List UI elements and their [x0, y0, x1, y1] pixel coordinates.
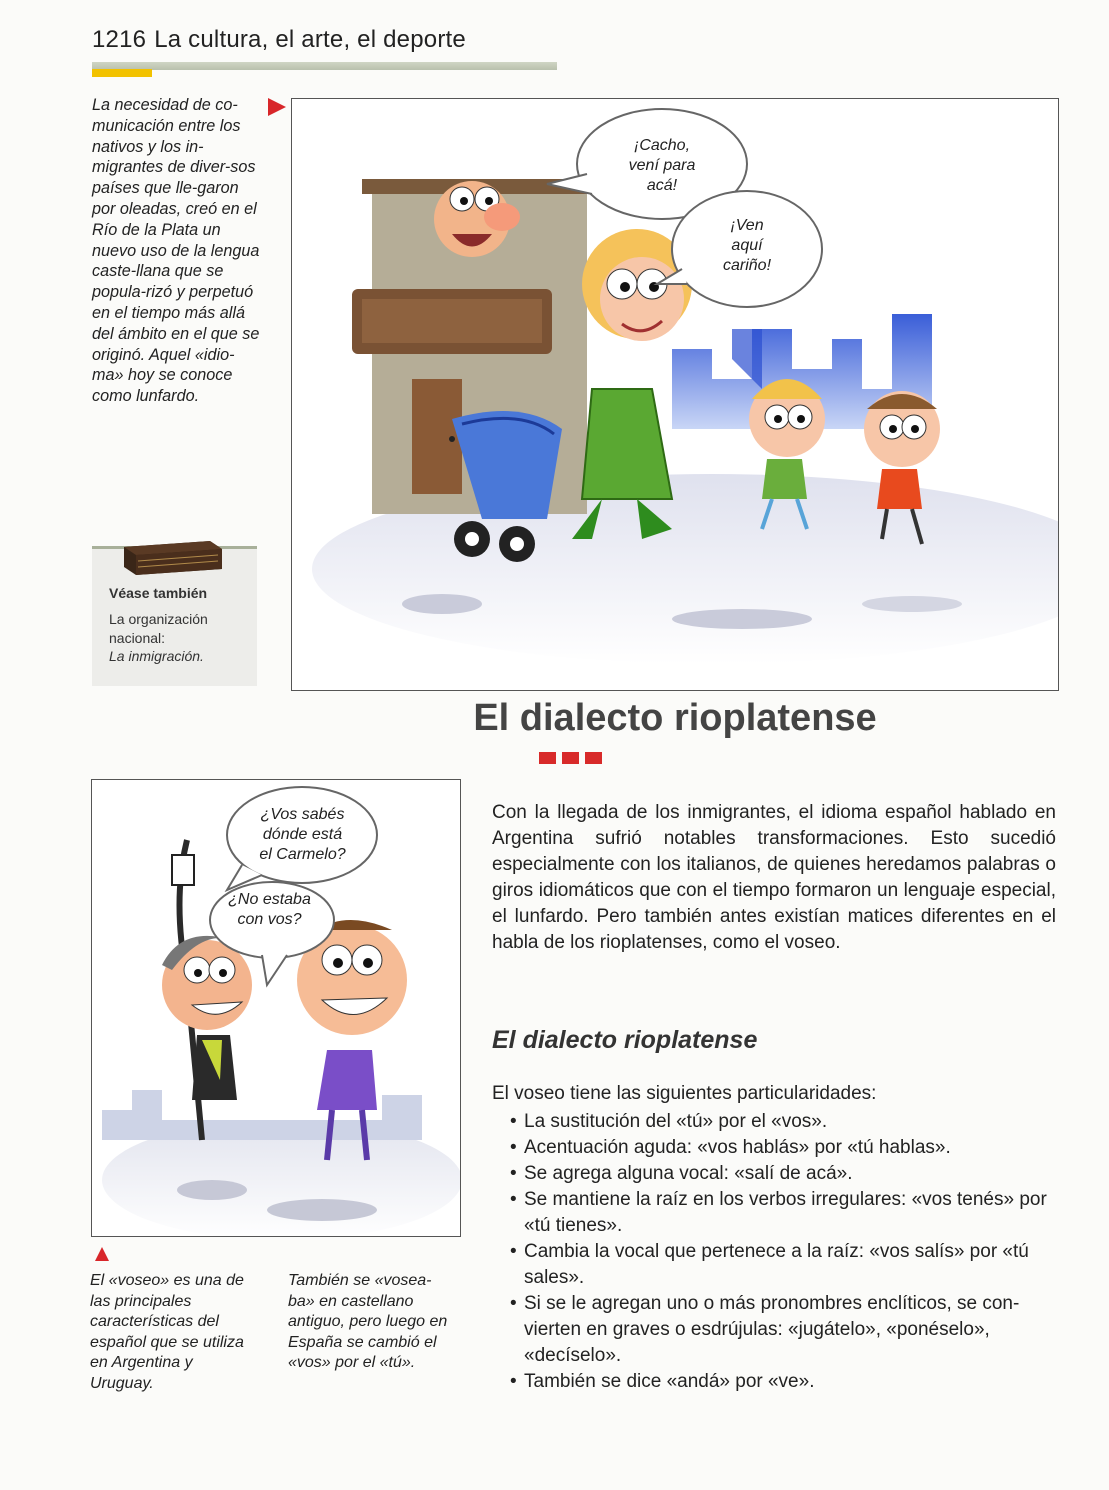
bubble-line: con vos? [237, 911, 302, 928]
second-illustration [91, 779, 461, 1237]
bubble-line: ¿Vos sabés [260, 806, 345, 823]
see-also-body [109, 610, 249, 666]
header-rule [92, 62, 557, 70]
caption-right: También se «vosea-ba» en castellano antiguo, pero luego en España se cambió el «vos» por el «tú». [288, 1272, 448, 1372]
see-also-title: Véase también [109, 585, 208, 601]
speech-bubble-top [597, 136, 727, 196]
title-decoration [539, 751, 608, 769]
list-intro: El voseo tiene las siguientes particularidades: [492, 1083, 877, 1104]
list-item: • Cambia la vocal que pertenece a la raíz: «vos salís» por «tú sales». [510, 1239, 1056, 1291]
intro-caption: La necesidad de co-municación entre los nativos y los in-migrantes de diver-sos países que lle-garon por oleadas, creó en el Río de la Plata un nuevo uso de la lengua caste-llana que se popula-rizó y perpetuó en el tiempo más allá del ámbito en el que se originó. Aquel «idio-ma» hoy se conoce como lunfardo. [92, 96, 260, 406]
bubble-line: vení para [628, 157, 696, 174]
decor-square [562, 752, 579, 764]
bubble-line: cariño! [722, 257, 772, 274]
bubble-line: dónde está [262, 826, 343, 843]
list-item: • Si se le agregan uno o más pronombres enclíticos, se con-vierten en graves o esdrújulas: «jugátelo», «ponéselo», «decíselo». [510, 1291, 1056, 1369]
list-item: • Acentuación aguda: «vos hablás» por «tú hablas». [510, 1135, 1056, 1161]
bubble-line: aquí [731, 237, 763, 254]
bubble-line: acá! [646, 177, 678, 194]
decor-square [585, 752, 602, 764]
sub-heading: El dialecto rioplatense [492, 1026, 758, 1054]
bubble-line: el Carmelo? [259, 846, 346, 863]
page-number: 1216 [92, 26, 147, 53]
decor-square [539, 752, 556, 764]
bubble-line: ¡Cacho, [633, 137, 691, 154]
main-illustration [291, 98, 1059, 691]
see-also-link[interactable]: La inmigración. [109, 648, 204, 664]
speech-bubble-question [240, 805, 365, 865]
see-also-box [92, 546, 257, 686]
bubble-line: ¡Ven [730, 217, 764, 234]
caption-arrow-icon [94, 1246, 110, 1262]
list-item: • Se agrega alguna vocal: «salí de acá». [510, 1161, 1056, 1187]
list-item: • La sustitución del «tú» por el «vos». [510, 1109, 1056, 1135]
pointer-arrow-icon [266, 96, 288, 118]
bubble-line: ¿No estaba [228, 891, 311, 908]
page-header [92, 26, 562, 78]
speech-bubble-right [692, 216, 802, 276]
book-icon [118, 535, 228, 579]
speech-bubble-answer [212, 890, 327, 930]
feature-list [510, 1109, 1056, 1395]
caption-left: El «voseo» es una de las principales características del español que se utiliza en Argentina y Uruguay. [90, 1272, 244, 1392]
section-title: El dialecto rioplatense [473, 697, 877, 739]
see-also-line1: La organización nacional: [109, 611, 208, 646]
section-name: La cultura, el arte, el deporte [154, 26, 466, 53]
list-item: • También se dice «andá» por «ve». [510, 1369, 1056, 1395]
header-text [92, 26, 562, 54]
main-paragraph: Con la llegada de los inmigrantes, el idioma español hablado en Argentina sufrió notables transformaciones. Esto sucedió especialmente con los italianos, de quienes heredamos palabras o giros idiomáticos que con el tiempo formaron un lenguaje especial, el lunfardo. Pero también antes existían matices diferentes en el habla de los rioplatenses, como el voseo. [492, 802, 1056, 953]
header-accent [92, 69, 152, 77]
list-item: • Se mantiene la raíz en los verbos irregulares: «vos tenés» por «tú tienes». [510, 1187, 1056, 1239]
